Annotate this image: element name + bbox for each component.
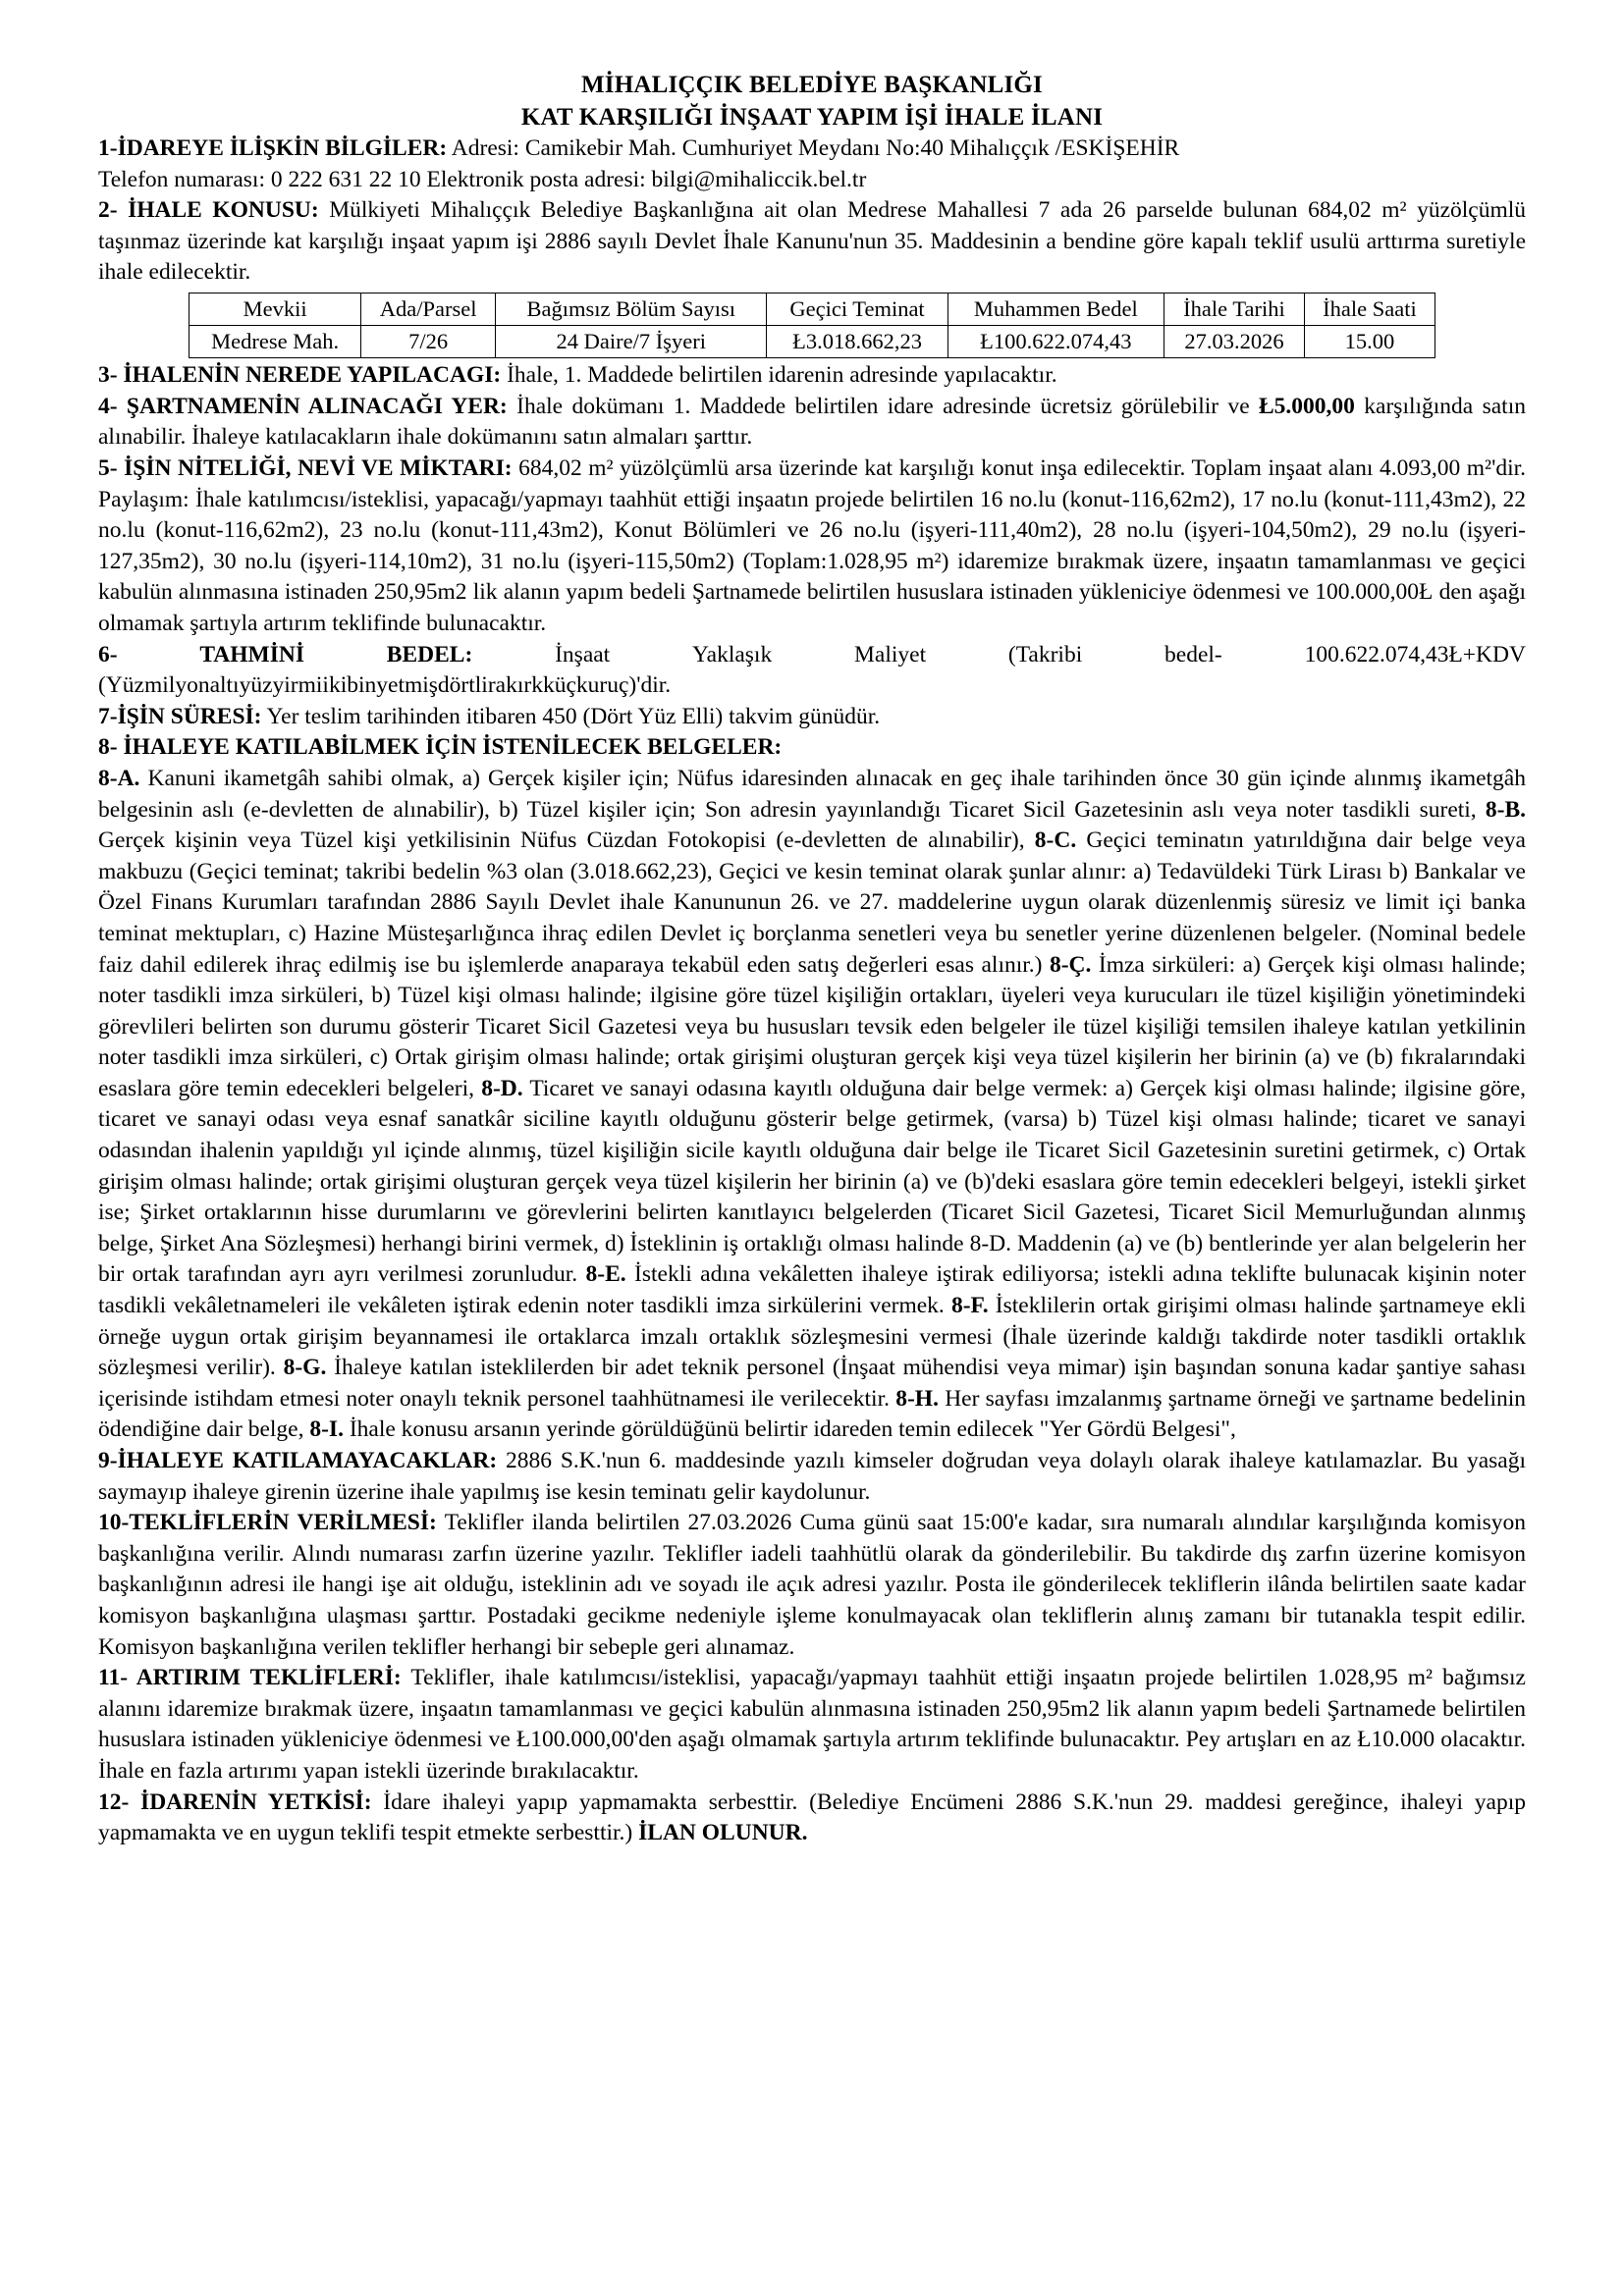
cell-gecici-teminat: Ł3.018.662,23	[767, 326, 947, 358]
section-8c-text: Geçici teminatın yatırıldığına dair belge veya makbuzu (Geçici teminat; takribi bedelin %3 olan (3.018.662,23), Geçici ve kesin teminat olarak şunlar alınır: a) Tedavüldeki Türk Lirası b) Bankalar ve Özel Finans Kurumları tarafından 2886 Sayılı Devlet ihale Kanununun 26. ve 27. maddelerine uygun olarak düzenlenmiş süresiz ve limit içi banka teminat mektupları, c) Hazine Müsteşarlığınca ihraç edilen Devlet iç borçlanma senetleri veya bu senetler yerine düzenlenen belgeler. (Nominal bedele faiz dahil edilerek ihraç edilmiş ise bu işlemlerde anaparaya tekabül eden satış değerleri esas alınır.)	[98, 828, 1526, 978]
section-4-label: 4- ŞARTNAMENİN ALINACAĞI YER:	[98, 393, 508, 419]
section-8i-text: İhale konusu arsanın yerinde görüldüğünü belirtir idareden temin edilecek "Yer Gördü Belgesi",	[343, 1416, 1236, 1443]
section-6-word-maliyet: Maliyet	[854, 641, 927, 667]
section-8h-label: 8-H.	[895, 1385, 939, 1412]
cell-ihale-tarihi: 27.03.2026	[1164, 326, 1305, 358]
section-1-idareye-iliskin-bilgiler	[98, 133, 1526, 165]
section-8-label: 8- İHALEYE KATILABİLMEK İÇİN İSTENİLECEK BELGELER:	[98, 734, 783, 761]
section-8c-cedilla-text: İmza sirküleri: a) Gerçek kişi olması halinde; noter tasdikli imza sirküleri, b) Tüzel kişi olması halinde; ilgisine göre tüzel kişiliğin ortakları, üyeleri veya kurucuları ile tüzel kişiliğin yönetimindeki görevlileri belirten son durumu gösterir Ticaret Sicil Gazetesi veya bu hususları tevsik eden belgeler ile tüzel kişiliği temsilen ihaleye katılan yetkilinin noter tasdikli imza sirküleri, c) Ortak girişim olması halinde; ortak girişimi oluşturan gerçek kişi veya tüzel kişilerin her birinin (a) ve (b) fıkralarındaki esaslara göre temin edecekleri belgeleri,	[98, 951, 1526, 1101]
section-10-label: 10-TEKLİFLERİN VERİLMESİ:	[98, 1510, 437, 1536]
section-6-tahmini-bedel	[98, 640, 1526, 702]
section-11-label: 11- ARTIRIM TEKLİFLERİ:	[98, 1665, 402, 1691]
section-12-text: İdare ihaleyi yapıp yapmamakta serbesttir. (Belediye Encümeni 2886 S.K.'nun 29. maddesi gereğince, ihaleyi yapıp yapmamakta ve en uygun teklifi tespit etmekte serbesttir.)	[98, 1789, 1526, 1846]
document-title	[98, 69, 1526, 133]
table-header-row	[189, 293, 1435, 325]
section-8g-text: İhaleye katılan isteklilerden bir adet teknik personel (İnşaat mühendisi veya mimar) işin başından sonuna kadar şantiye sahası içerisinde istihdam etmesi noter onaylı teknik personel taahhütnamesi ile verilecektir.	[98, 1355, 1526, 1412]
section-10-tekliflerin-verilmesi	[98, 1508, 1526, 1663]
section-8e-label: 8-E.	[585, 1261, 626, 1288]
section-8a-label: 8-A.	[98, 765, 140, 791]
section-4-amount: Ł5.000,00	[1259, 393, 1355, 419]
section-12-label: 12- İDARENİN YETKİSİ:	[98, 1789, 372, 1815]
section-12-idarenin-yetkisi	[98, 1788, 1526, 1849]
section-3-label: 3- İHALENİN NEREDE YAPILACAGI:	[98, 362, 502, 389]
table-row	[189, 326, 1435, 358]
header-bagimsiz-bolum-sayisi: Bağımsız Bölüm Sayısı	[496, 293, 767, 325]
section-7-label: 7-İŞİN SÜRESİ:	[98, 703, 262, 729]
section-5-isin-niteligi	[98, 454, 1526, 640]
tender-table	[189, 293, 1435, 358]
section-6-word-insaat: İnşaat	[555, 641, 611, 667]
section-6-word-takribi: (Takribi	[1007, 641, 1083, 667]
section-6-num: 6-	[98, 641, 118, 667]
cell-mevkii: Medrese Mah.	[189, 326, 361, 358]
section-8g-label: 8-G.	[283, 1355, 327, 1381]
section-8e-text: İstekli adına vekâletten ihaleye iştirak ediliyorsa; istekli adına teklifte bulunacak kişinin noter tasdikli vekâletnameleri ile vekâleten iştirak edenin noter tasdikli imza sirkülerini vermek.	[98, 1261, 1526, 1319]
section-6-word-yaklasik: Yaklaşık	[692, 641, 773, 667]
section-8i-label: 8-I.	[309, 1416, 344, 1443]
header-ihale-tarihi: İhale Tarihi	[1164, 293, 1305, 325]
section-12-ilan-olunur: İLAN OLUNUR.	[638, 1820, 808, 1846]
section-1-contact-line: Telefon numarası: 0 222 631 22 10 Elektronik posta adresi: bilgi@mihaliccik.bel.tr	[98, 166, 867, 192]
section-7-text: Yer teslim tarihinden itibaren 450 (Dört Yüz Elli) takvim günüdür.	[261, 703, 881, 729]
cell-muhammen-bedel: Ł100.622.074,43	[947, 326, 1164, 358]
section-7-isin-suresi	[98, 702, 1526, 733]
section-8f-label: 8-F.	[950, 1293, 989, 1319]
section-5-text: 684,02 m² yüzölçümlü arsa üzerinde kat karşılığı konut inşa edilecektir. Toplam inşaat alanı 4.093,00 m²'dir. Paylaşım: İhale katılımcısı/isteklisi, yapacağı/yapmayı taahhüt ettiği inşaatın projede belirtilen 16 no.lu (konut-116,62m2), 17 no.lu (konut-111,43m2), 22 no.lu (konut-116,62m2), 23 no.lu (konut-111,43m2), Konut Bölümleri ve 26 no.lu (işyeri-111,40m2), 28 no.lu (işyeri-104,50m2), 29 no.lu (işyeri-127,35m2), 30 no.lu (işyeri-114,10m2), 31 no.lu (işyeri-115,50m2) (Toplam:1.028,95 m²) idaremize bırakmak üzere, inşaatın tamamlanması ve geçici kabulün alınmasına istinaden 250,95m2 lik alanın yapım bedeli Şartnamede belirtilen hususlara istinaden yükleniciye ödenmesi ve 100.000,00Ł den aşağı olmamak şartıyla artırım teklifinde bulunacaktır.	[98, 455, 1527, 636]
section-8h-text: Her sayfası imzalanmış şartname örneği ve şartname bedelinin ödendiğine dair belge,	[98, 1385, 1527, 1443]
section-2-label: 2- İHALE KONUSU:	[98, 197, 319, 224]
section-8c-cedilla-label: 8-Ç.	[1049, 951, 1092, 978]
section-10-text: Teklifler ilanda belirtilen 27.03.2026 Cuma günü saat 15:00'e kadar, sıra numaralı alındılar karşılığında komisyon başkanlığına verilir. Alındı numarası zarfın üzerine yazılır. Teklifler iadeli taahhütlü olarak da gönderilebilir. Bu takdirde dış zarfın üzerine komisyon başkanlığının adresi ile hangi işe ait olduğu, isteklinin adı ve soyadı ile açık adresi yazılır. Posta ile gönderilecek tekliflerin ilânda belirtilen saate kadar komisyon başkanlığına ulaşması şarttır. Postadaki gecikme nedeniyle işleme konulmayacak olan tekliflerin alınış zamanı bir tutanakla tespit edilir. Komisyon başkanlığına verilen teklifler herhangi bir sebeple geri alınamaz.	[98, 1510, 1526, 1660]
section-8d-text: Ticaret ve sanayi odasına kayıtlı olduğuna dair belge vermek: a) Gerçek kişi olması halinde; ilgisine göre, ticaret ve sanayi odası veya esnaf sanatkâr siciline kayıtlı olduğunu gösterir belge getirmek, (varsa) b) Tüzel kişi olması halinde; ticaret ve sanayi odasından ihalenin yapıldığı yıl içinde alınmış, tüzel kişiliğin sicile kayıtlı olduğuna dair belge ile Ticaret Sicil Gazetesinin suretini getirmek, c) Ortak girişim olması halinde; ortak girişimi oluşturan gerçek veya tüzel kişilerin her birinin (a) ve (b)'deki esaslara göre temin edecekleri belgeyi, istekli şirket ise; Şirket ortaklarının hisse durumlarını ve görevlerini belirten kanıtlayıcı belgelerden (Ticaret Sicil Gazetesi, Ticaret Sicil Memurluğundan alınmış belge, Şirket Ana Sözleşmesi) herhangi birini vermek, d) İsteklinin iş ortaklığı olması halinde 8-D. Maddenin (a) ve (b) bentlerinde yer alan belgelerin her bir ortak tarafından ayrı ayrı verilmesi zorunludur.	[98, 1075, 1526, 1288]
section-6-spread-line	[98, 640, 1526, 671]
section-8a-text: Kanuni ikametgâh sahibi olmak, a) Gerçek kişiler için; Nüfus idaresinden alınacak en geç ihale tarihinden önce 30 gün içinde alınmış ikametgâh belgesinin aslı (e-devletten de alınabilir), b) Tüzel kişiler için; Son adresin yayınlandığı Ticaret Sicil Gazetesinin aslı veya noter tasdikli sureti,	[98, 765, 1526, 823]
section-9-label: 9-İHALEYE KATILAMAYACAKLAR:	[98, 1448, 498, 1473]
section-4-text-2: karşılığında satın alınabilir. İhaleye katılacakların ihale dokümanını satın almaları şarttır.	[98, 393, 1526, 451]
section-8d-label: 8-D.	[481, 1075, 523, 1101]
section-8-body	[98, 764, 1526, 1446]
header-gecici-teminat: Geçici Teminat	[767, 293, 947, 325]
header-ihale-saati: İhale Saati	[1304, 293, 1435, 325]
section-6-word-bedel: BEDEL:	[386, 641, 473, 667]
header-muhammen-bedel: Muhammen Bedel	[947, 293, 1164, 325]
section-8-heading	[98, 732, 1526, 764]
section-8c-label: 8-C.	[1034, 828, 1077, 854]
section-1-text: Adresi: Camikebir Mah. Cumhuriyet Meydanı No:40 Mihalıççık /ESKİŞEHİR	[447, 135, 1180, 161]
header-ada-parsel: Ada/Parsel	[361, 293, 496, 325]
section-3-ihalenin-nerede-yapilacagi	[98, 360, 1526, 392]
section-9-ihaleye-katilamayacaklar	[98, 1446, 1526, 1508]
section-6-word-tahmini: TAHMİNİ	[199, 641, 304, 667]
section-3-text: İhale, 1. Maddede belirtilen idarenin adresinde yapılacaktır.	[501, 362, 1057, 389]
section-8b-text: Gerçek kişinin veya Tüzel kişi yetkilisinin Nüfus Cüzdan Fotokopisi (e-devletten de alınabilir),	[98, 828, 1035, 854]
cell-ihale-saati: 15.00	[1304, 326, 1435, 358]
section-11-artirim-teklifleri	[98, 1663, 1526, 1787]
cell-bagimsiz-bolum-sayisi: 24 Daire/7 İşyeri	[496, 326, 767, 358]
section-2-text: Mülkiyeti Mihalıççık Belediye Başkanlığına ait olan Medrese Mahallesi 7 ada 26 parselde bulunan 684,02 m² yüzölçümlü taşınmaz üzerinde kat karşılığı inşaat yapım işi 2886 sayılı Devlet İhale Kanunu'nun 35. Maddesinin a bendine göre kapalı teklif usulü arttırma suretiyle ihale edilecektir.	[98, 197, 1527, 286]
title-line-1: MİHALIÇÇIK BELEDİYE BAŞKANLIĞI	[581, 72, 1043, 98]
section-6-word-bedel2: bedel-	[1164, 641, 1222, 667]
section-8f-text: İsteklilerin ortak girişimi olması halinde şartnameye ekli örneğe uygun ortak girişim beyannamesi ile ortaklarca imzalı ortaklık sözleşmesini vermesi (İhale üzerinde kaldığı takdirde noter tasdikli ortaklık sözleşmesi verilir).	[98, 1293, 1526, 1381]
section-4-text: İhale dokümanı 1. Maddede belirtilen idare adresinde ücretsiz görülebilir ve	[507, 393, 1259, 419]
tender-table-wrapper	[98, 293, 1526, 358]
section-2-ihale-konusu	[98, 195, 1526, 289]
section-11-text: Teklifler, ihale katılımcısı/isteklisi, yapacağı/yapmayı taahhüt ettiği inşaatın projede belirtilen 1.028,95 m² bağımsız alanını idaremize bırakmak üzere, inşaatın tamamlanması ve geçici kabulün alınmasına istinaden 250,95m2 lik alanın yapım bedeli Şartnamede belirtilen hususlara istinaden yükleniciye ödenmesi ve Ł100.000,00'den aşağı olmamak şartıyla artırım teklifinde bulunacaktır. Pey artışları en az Ł10.000 olacaktır. İhale en fazla artırımı yapan istekli üzerinde bırakılacaktır.	[98, 1665, 1526, 1784]
section-4-sartnamenin-alinacagi-yer	[98, 392, 1526, 454]
section-8b-label: 8-B.	[1485, 796, 1526, 823]
header-mevkii: Mevkii	[189, 293, 361, 325]
section-5-label: 5- İŞİN NİTELİĞİ, NEVİ VE MİKTARI:	[98, 455, 513, 481]
title-line-2: KAT KARŞILIĞI İNŞAAT YAPIM İŞİ İHALE İLANI	[520, 104, 1104, 131]
section-6-amount: 100.622.074,43Ł+KDV	[1304, 641, 1526, 667]
section-9-text: 2886 S.K.'nun 6. maddesinde yazılı kimseler doğrudan veya dolaylı olarak ihaleye katılamazlar. Bu yasağı saymayıp ihaleye girenin üzerine ihale yapılmış ise kesin teminatı gelir kaydolunur.	[98, 1448, 1526, 1505]
section-6-text-2: (Yüzmilyonaltıyüzyirmiikibinyetmişdörtlirakırkküçkuruç)'dir.	[98, 672, 672, 699]
section-1-label: 1-İDAREYE İLİŞKİN BİLGİLER:	[98, 135, 448, 161]
cell-ada-parsel: 7/26	[361, 326, 496, 358]
